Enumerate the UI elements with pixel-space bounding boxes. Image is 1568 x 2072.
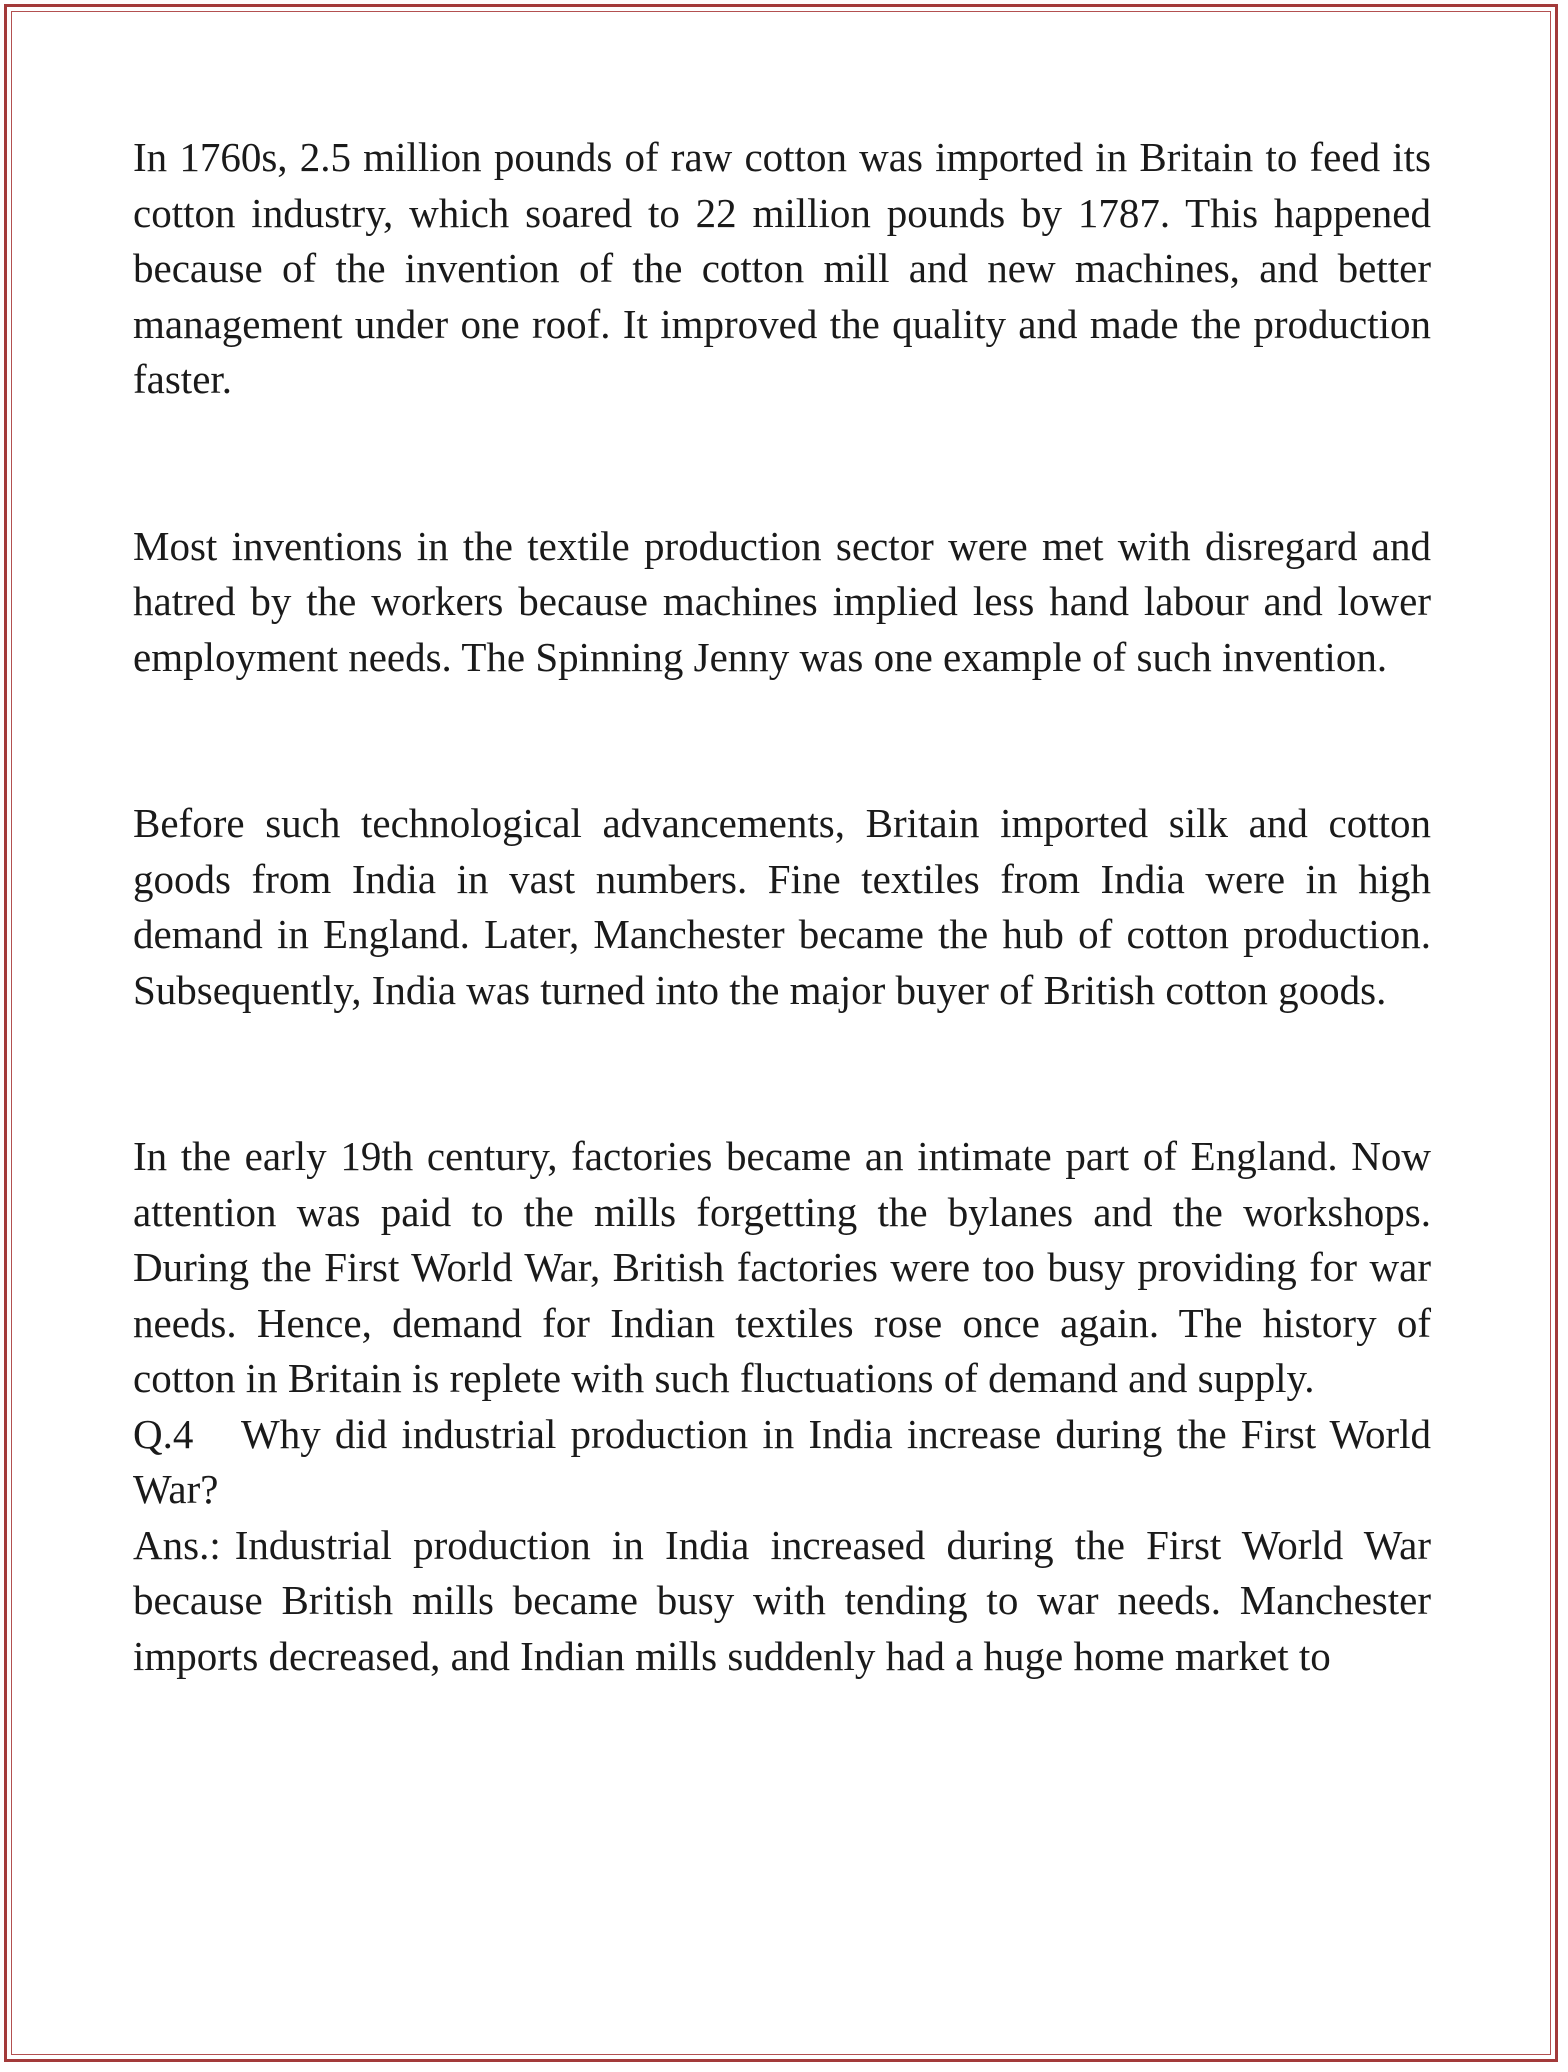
paragraph-raw-cotton-imports: In 1760s, 2.5 million pounds of raw cotton was imported in Britain to feed its cotton industry, which soared to 22 million pounds by 1787. This happened because of the invention of the cotton mill and new machines, and better management under one roof. It improved the quality and made the production faster. <box>133 134 1431 402</box>
answer-4 <box>133 1518 1431 1685</box>
answer-text: Industrial production in India increased during the First World War because British mills became busy with tending to war needs. Manchester imports decreased, and Indian mills suddenly had a huge home market to <box>133 1521 1431 1679</box>
question-number: Q.4 <box>133 1410 194 1457</box>
question-text: Why did industrial production in India increase during the First World War? <box>133 1410 1431 1512</box>
answer-label: Ans.: <box>133 1521 221 1568</box>
paragraph-factories-england: In the early 19th century, factories became an intimate part of England. Now attention was paid to the mills forgetting the bylanes and the workshops. During the First World War, British factories were too busy providing for war needs. Hence, demand for Indian textiles rose once again. The history of cotton in Britain is replete with such fluctuations of demand and supply. <box>133 1133 1431 1401</box>
paragraph-india-textiles: Before such technological advancements, Britain imported silk and cotton goods from India in vast numbers. Fine textiles from India were in high demand in England. Later, Manchester became the hub of cotton production. Subsequently, India was turned into the major buyer of British cotton goods. <box>133 800 1431 1013</box>
paragraph-inventions-hatred: Most inventions in the textile production sector were met with disregard and hatred by the workers because machines implied less hand labour and lower employment needs. The Spinning Jenny was one example of such invention. <box>133 522 1431 680</box>
document-body <box>133 130 1431 1684</box>
question-4 <box>133 1407 1431 1518</box>
